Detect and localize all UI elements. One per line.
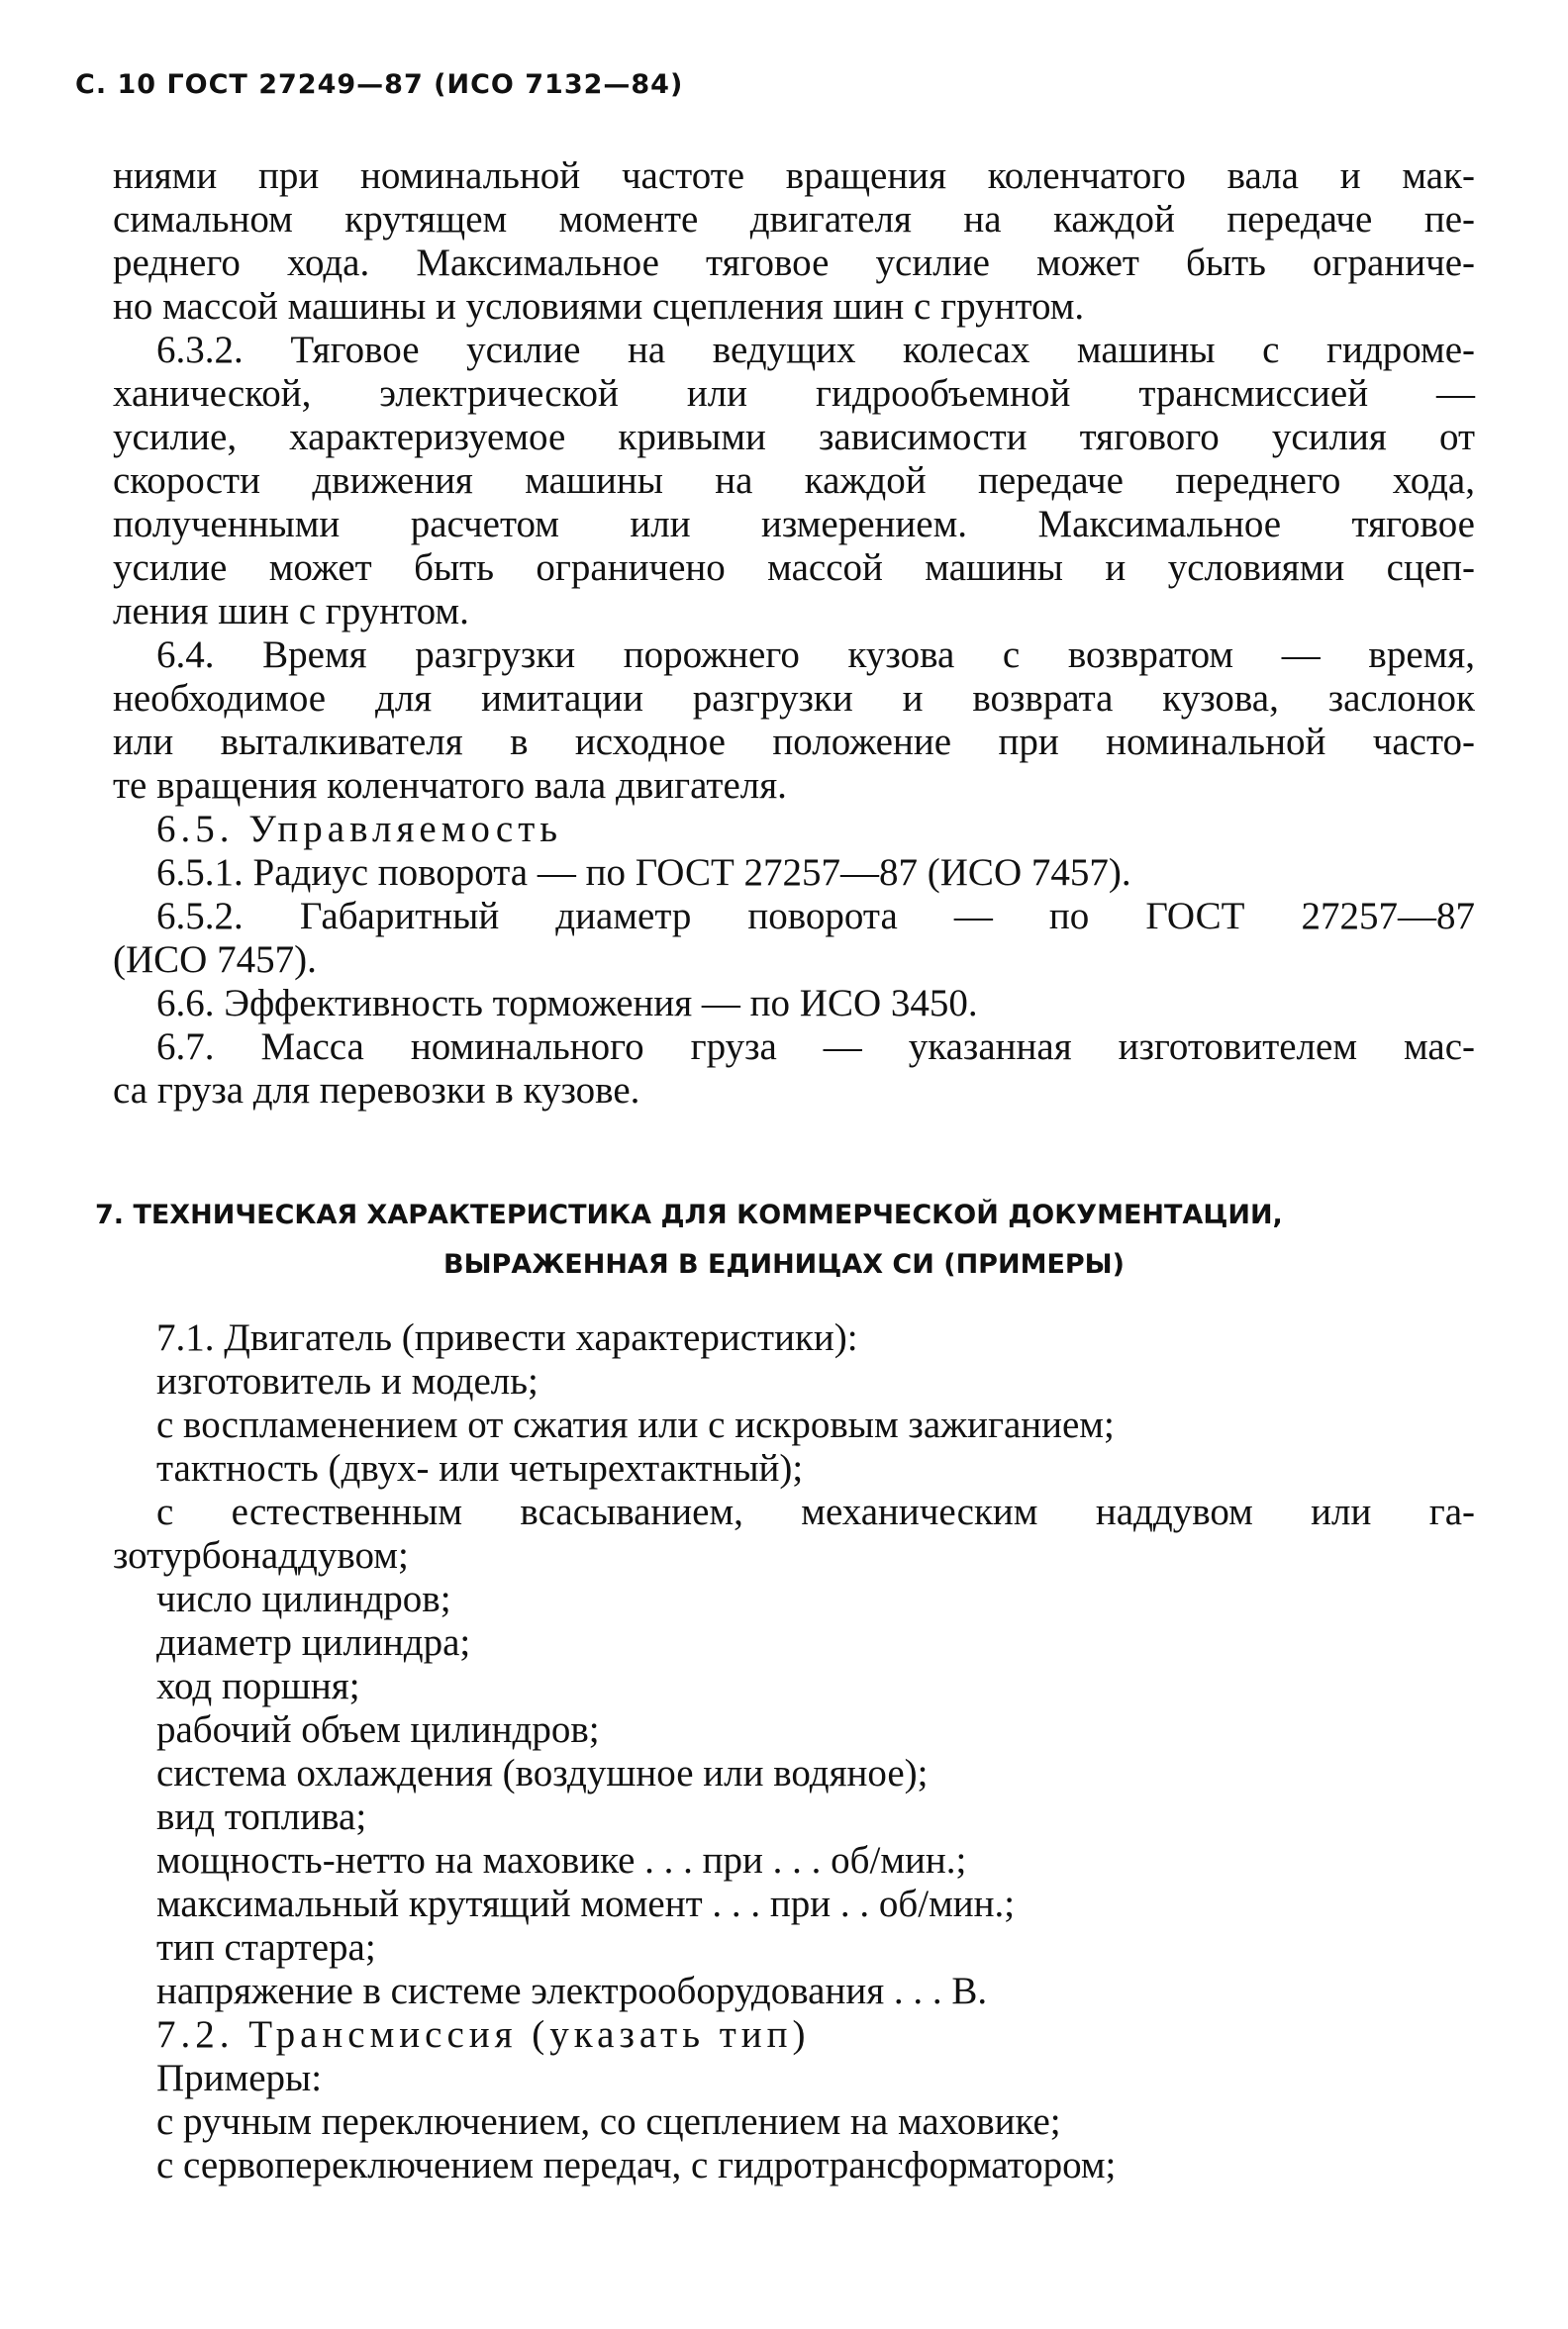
- text-line: число цилиндров;: [156, 1578, 451, 1620]
- text-line: те вращения коленчатого вала двигателя.: [113, 764, 787, 807]
- text-line: изготовитель и модель;: [156, 1360, 539, 1403]
- text-line: ления шин с грунтом.: [113, 590, 469, 632]
- section-heading-line-1: 7. ТЕХНИЧЕСКАЯ ХАРАКТЕРИСТИКА ДЛЯ КОММЕРЧЕСКОЙ ДОКУМЕНТАЦИИ,: [95, 1200, 1283, 1230]
- text-line: симальном крутящем моменте двигателя на каждой передаче пе-: [113, 198, 1475, 241]
- subsection-heading: 7.2. Трансмиссия (указать тип): [156, 2013, 811, 2056]
- subsection-heading: 6.5. Управляемость: [156, 808, 563, 850]
- text-line: усилие, характеризуемое кривыми зависимости тягового усилия от: [113, 416, 1475, 458]
- text-line: зотурбонаддувом;: [113, 1534, 409, 1577]
- text-line: с ручным переключением, со сцеплением на маховике;: [156, 2100, 1061, 2143]
- text-line: 6.6. Эффективность торможения — по ИСО 3450.: [156, 982, 978, 1024]
- text-line: полученными расчетом или измерением. Максимальное тяговое: [113, 503, 1475, 545]
- text-line: усилие может быть ограничено массой машины и условиями сцеп-: [113, 546, 1475, 589]
- text-line: но массой машины и условиями сцепления шин с грунтом.: [113, 285, 1085, 328]
- text-line: с воспламенением от сжатия или с искровым зажиганием;: [156, 1404, 1115, 1446]
- section-heading-line-2: ВЫРАЖЕННАЯ В ЕДИНИЦАХ СИ (ПРИМЕРЫ): [443, 1249, 1125, 1280]
- text-line: 6.4. Время разгрузки порожнего кузова с возвратом — время,: [156, 633, 1475, 676]
- text-line: с естественным всасыванием, механическим наддувом или га-: [156, 1491, 1475, 1533]
- text-line: ханической, электрической или гидрообъемной трансмиссией —: [113, 372, 1475, 415]
- text-line: ниями при номинальной частоте вращения коленчатого вала и мак-: [113, 154, 1475, 197]
- text-line: са груза для перевозки в кузове.: [113, 1069, 640, 1112]
- text-line: скорости движения машины на каждой передаче переднего хода,: [113, 459, 1475, 502]
- text-line: рабочий объем цилиндров;: [156, 1708, 600, 1751]
- text-line: 6.5.2. Габаритный диаметр поворота — по ГОСТ 27257—87: [156, 895, 1475, 937]
- page-header: С. 10 ГОСТ 27249—87 (ИСО 7132—84): [75, 69, 684, 100]
- text-line: 6.7. Масса номинального груза — указанная изготовителем мас-: [156, 1025, 1475, 1068]
- text-line: 7.1. Двигатель (привести характеристики):: [156, 1316, 858, 1359]
- text-line: Примеры:: [156, 2057, 323, 2099]
- text-line: тип стартера;: [156, 1926, 376, 1969]
- text-line: максимальный крутящий момент . . . при . . об/мин.;: [156, 1883, 1016, 1925]
- text-line: 6.3.2. Тяговое усилие на ведущих колесах машины с гидроме-: [156, 329, 1475, 371]
- text-line: с сервопереключением передач, с гидротрансформатором;: [156, 2144, 1117, 2186]
- text-line: или выталкивателя в исходное положение при номинальной часто-: [113, 721, 1475, 763]
- text-line: реднего хода. Максимальное тяговое усилие может быть ограниче-: [113, 242, 1475, 284]
- text-line: необходимое для имитации разгрузки и возврата кузова, заслонок: [113, 677, 1475, 720]
- text-line: тактность (двух- или четырехтактный);: [156, 1447, 804, 1490]
- text-line: вид топлива;: [156, 1795, 367, 1838]
- text-line: 6.5.1. Радиус поворота — по ГОСТ 27257—87 (ИСО 7457).: [156, 851, 1131, 894]
- text-line: напряжение в системе электрооборудования . . . В.: [156, 1970, 988, 2012]
- text-line: ход поршня;: [156, 1665, 360, 1707]
- text-line: мощность-нетто на маховике . . . при . . . об/мин.;: [156, 1839, 967, 1882]
- text-line: (ИСО 7457).: [113, 938, 317, 981]
- text-line: система охлаждения (воздушное или водяное);: [156, 1752, 929, 1795]
- text-line: диаметр цилиндра;: [156, 1621, 471, 1664]
